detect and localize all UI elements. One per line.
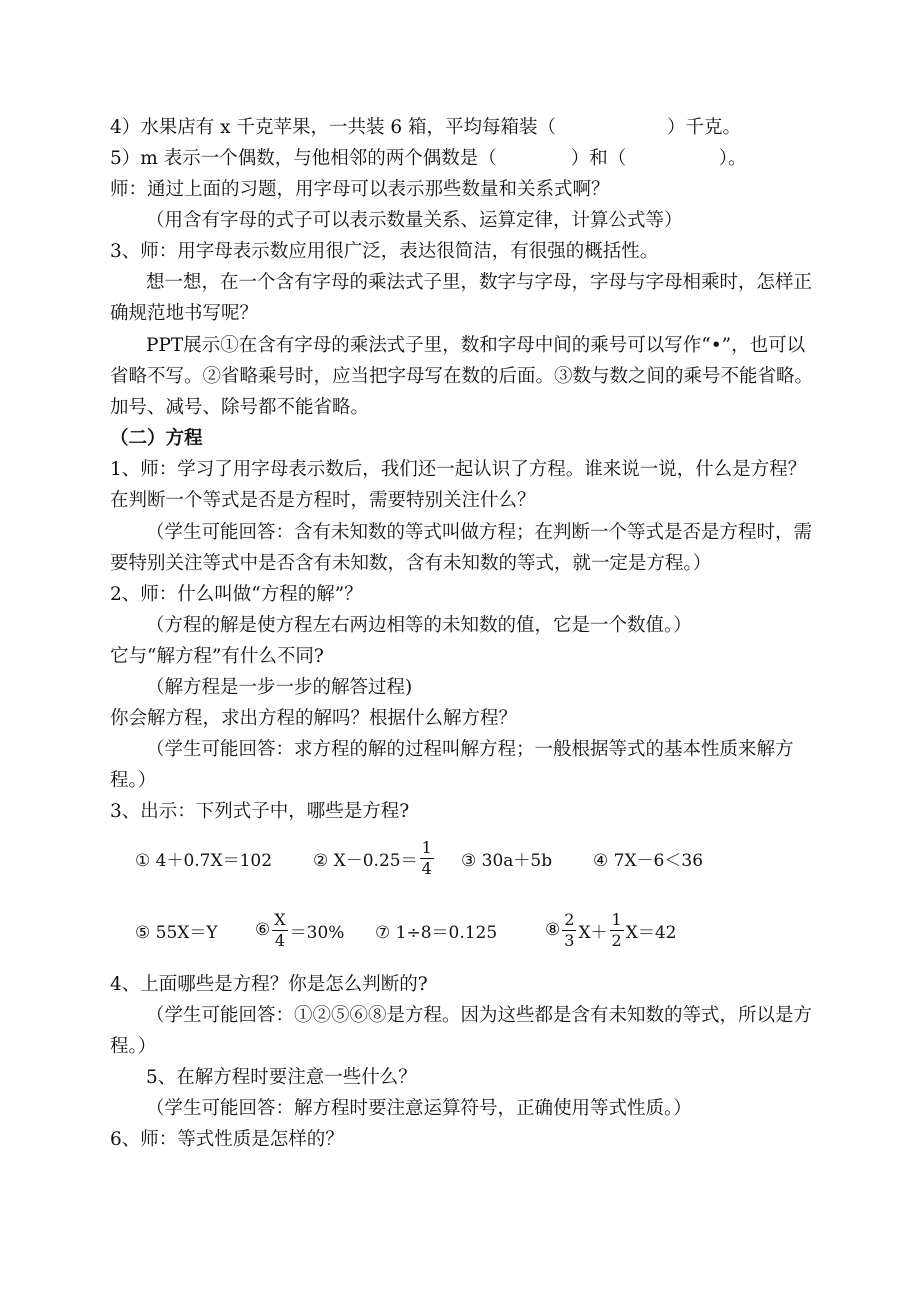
section-heading: （二）方程 [110,428,203,449]
equation-2-left: ② X－0.25＝ [313,850,418,871]
equation-8-fraction-1 [562,910,576,951]
equation-8-middle: X＋ [578,922,608,943]
equation-6-numerator: X [274,909,286,929]
ppt-paragraph-line-1: PPT展示①在含有字母的乘法式子里，数和字母中间的乘号可以写作“•”，也可以 [146,335,806,356]
equation-6-label: ⑥ [255,920,271,940]
q4: 4、上面哪些是方程？你是怎么判断的? [110,974,428,995]
q4-answer-line-2: 程。） [110,1036,157,1057]
equation-8 [545,900,676,960]
equation-1: ① 4＋0.7X＝102 [135,850,273,871]
q5: 5、在解方程时要注意一些什么？ [146,1067,417,1088]
equation-6 [255,900,344,960]
equation-8-denominator-2: 2 [611,930,622,950]
q2-followup: 它与“解方程”有什么不同? [110,646,324,667]
answer-note: （用含有字母的式子可以表示数量关系、运算定律，计算公式等） [146,210,683,231]
ppt-paragraph-line-2: 省略不写。②省略乘号时，应当把字母写在数的后面。③数与数之间的乘号不能省略。 [110,366,814,387]
q2: 2、师：什么叫做“方程的解”？ [110,584,363,605]
q5-answer: （学生可能回答：解方程时要注意运算符号，正确使用等式性质。） [146,1098,692,1119]
exercise-4: 4）水果店有 x 千克苹果，一共装 6 箱，平均每箱装（ ）千克。 [110,117,741,138]
equation-6-denominator: 4 [274,930,286,950]
equation-row-2 [135,900,775,960]
q3: 3、出示：下列式子中，哪些是方程? [110,801,410,822]
q1-line-2: 在判断一个等式是否是方程时，需要特别关注什么？ [110,490,536,511]
equation-6-fraction [272,910,287,951]
equation-2-numerator: 1 [421,837,432,857]
equation-8-right: X＝42 [625,922,677,943]
equation-4: ④ 7X－6＜36 [593,850,704,871]
exercise-5: 5）m 表示一个偶数，与他相邻的两个偶数是（ ）和（ ）。 [110,148,747,169]
equation-8-denominator-1: 3 [564,930,575,950]
ppt-paragraph-line-3: 加号、减号、除号都不能省略。 [110,397,370,418]
equation-6-right: ＝30% [289,922,345,943]
q2-followup-answer: （解方程是一步一步的解答过程) [146,677,413,698]
equation-8-fraction-2 [610,910,624,951]
q6: 6、师：等式性质是怎样的？ [110,1129,344,1150]
teacher-question: 师：通过上面的习题，用字母可以表示那些数量和关系式啊？ [110,179,610,200]
equation-8-label: ⑧ [545,920,561,940]
equation-5: ⑤ 55X＝Y [135,922,218,943]
think-paragraph-line-2: 确规范地书写呢？ [110,303,259,324]
q1-answer-line-2: 要特别关注等式中是否含有未知数，含有未知数的等式，就一定是方程。） [110,553,712,574]
q2-solve-answer-line-1: （学生可能回答：求方程的解的过程叫解方程；一般根据等式的基本性质来解方 [146,739,794,760]
q4-answer-line-1: （学生可能回答：①②⑤⑥⑧是方程。因为这些都是含有未知数的等式，所以是方 [146,1005,813,1026]
q2-solve-answer-line-2: 程。） [110,770,157,791]
q1-line-1: 1、师：学习了用字母表示数后，我们还一起认识了方程。谁来说一说，什么是方程？ [110,459,807,480]
q1-answer-line-1: （学生可能回答：含有未知数的等式叫做方程；在判断一个等式是否是方程时，需 [146,522,813,543]
equation-8-numerator-2: 1 [611,909,622,929]
think-paragraph-line-1: 想一想，在一个含有字母的乘法式子里，数字与字母，字母与字母相乘时，怎样正 [146,272,813,293]
item-3: 3、师：用字母表示数应用很广泛，表达很简洁，有很强的概括性。 [110,241,659,262]
equation-row-1 [135,828,775,888]
q2-solve-question: 你会解方程，求出方程的解吗？根据什么解方程？ [110,708,518,729]
equation-2 [313,828,436,888]
equation-2-denominator: 4 [421,858,432,878]
equation-2-fraction [420,838,434,879]
equation-3: ③ 30a＋5b [461,850,553,871]
q2-answer: （方程的解是使方程左右两边相等的未知数的值，它是一个数值。） [146,615,692,636]
equation-7: ⑦ 1÷8＝0.125 [375,922,498,943]
equation-8-numerator-1: 2 [564,909,575,929]
